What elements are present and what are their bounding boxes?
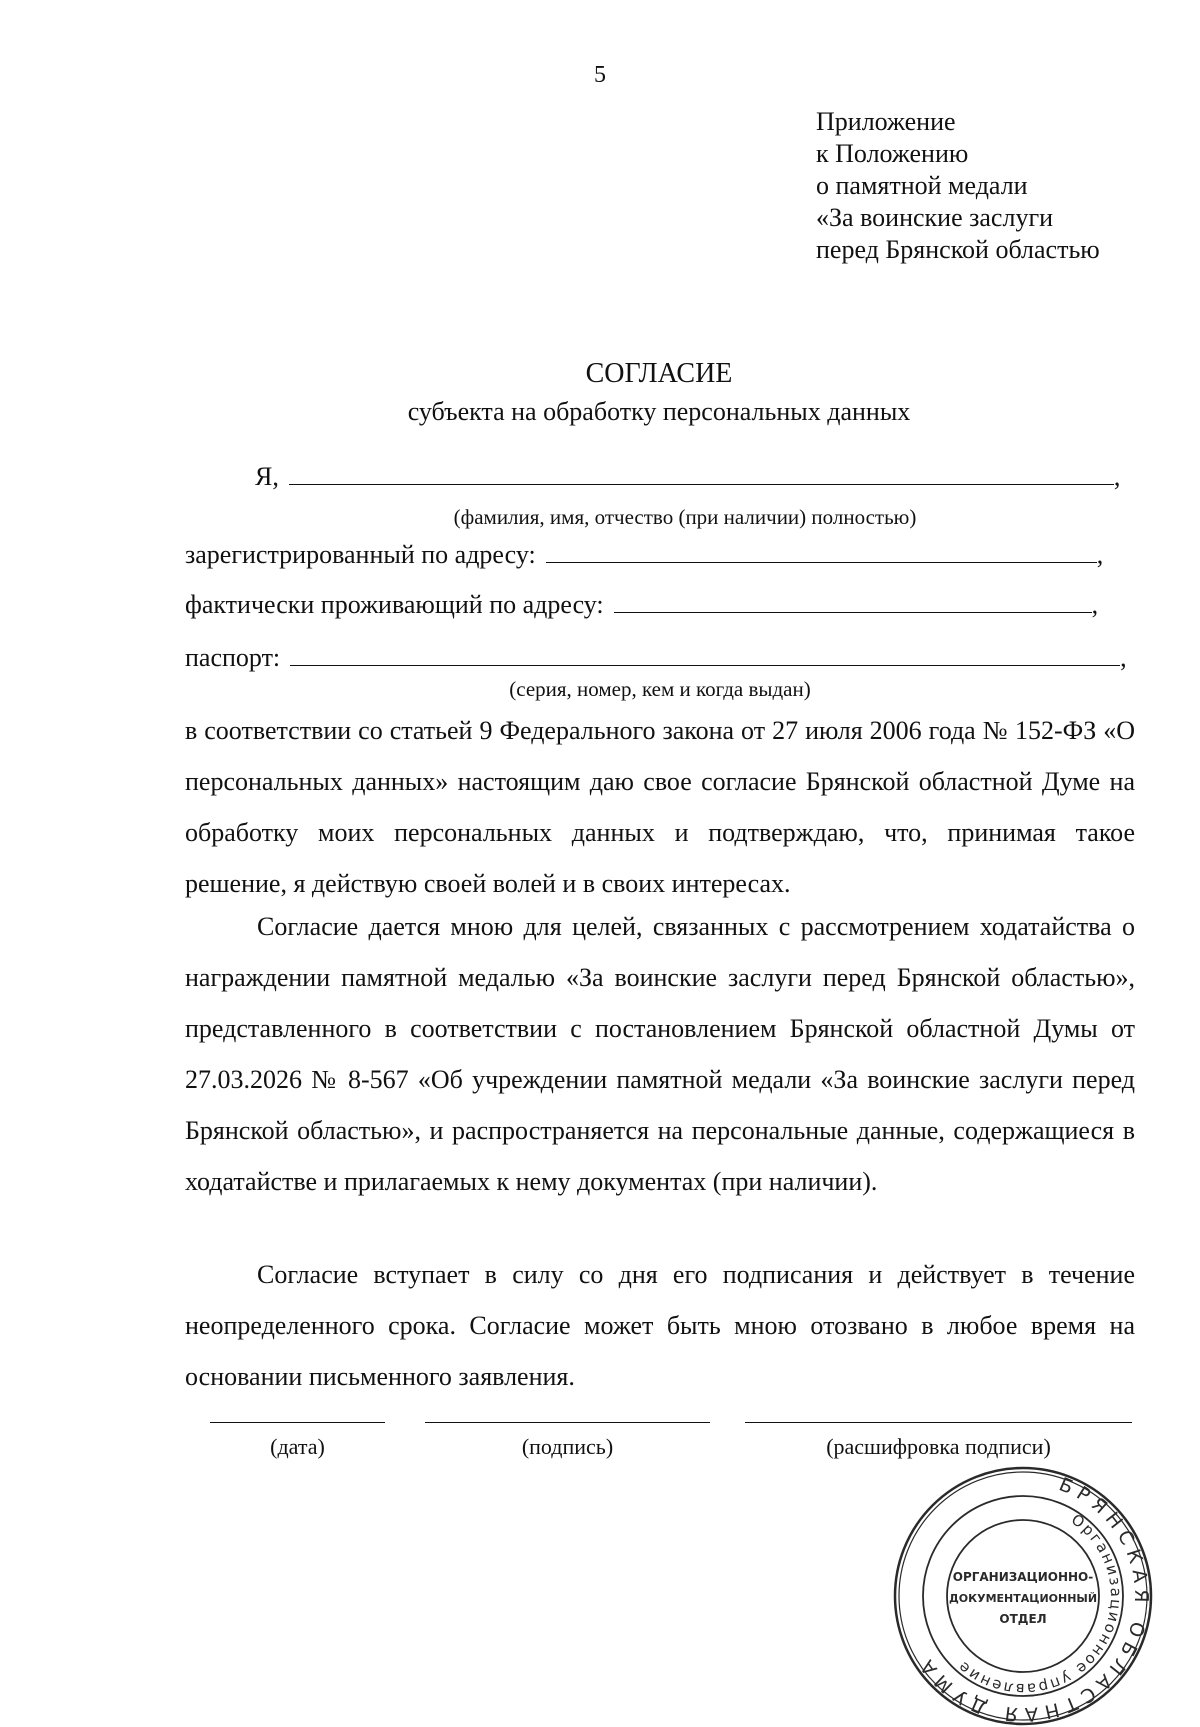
stamp-center-line: ОРГАНИЗАЦИОННО-	[952, 1570, 1094, 1584]
name-hint: (фамилия, имя, отчество (при наличии) полностью)	[453, 505, 917, 529]
appendix-line: о памятной медали	[816, 171, 1028, 200]
passport-row	[185, 643, 1127, 673]
passport-hint: (серия, номер, кем и когда выдан)	[509, 677, 811, 701]
actual-address-blank[interactable]	[614, 590, 1092, 613]
date-line[interactable]	[210, 1422, 385, 1423]
stamp-inner-text: Организационное управление	[953, 1510, 1126, 1699]
name-label: Я,	[255, 462, 279, 491]
signature-decode-line[interactable]	[745, 1422, 1132, 1423]
signature-decode-label: (расшифровка подписи)	[826, 1434, 1051, 1459]
date-label: (дата)	[270, 1434, 325, 1459]
stamp-center-line: ДОКУМЕНТАЦИОННЫЙ	[948, 1592, 1098, 1605]
appendix-line: «За воинские заслуги	[816, 203, 1054, 232]
name-field-row	[255, 462, 1120, 492]
consent-paragraph-1: в соответствии со статьей 9 Федерального закона от 27 июля 2006 года № 152-ФЗ «О персональных данных» настоящим даю свое согласие Брянской областной Думе на обработку моих персональных данных и подтверждаю, что, принимая такое решение, я действую своей волей и в своих интересах.	[185, 716, 1135, 898]
passport-label: паспорт:	[185, 643, 281, 672]
comma: ,	[1120, 643, 1127, 672]
page-number: 5	[594, 62, 606, 88]
stamp-outer-text: БРЯНСКАЯ ОБЛАСТНАЯ ДУМА	[912, 1473, 1153, 1726]
appendix-line: к Положению	[816, 139, 969, 168]
actual-address-row	[185, 590, 1098, 620]
registered-address-blank[interactable]	[546, 540, 1097, 563]
name-blank[interactable]	[289, 462, 1114, 485]
appendix-line: перед Брянской областью	[816, 235, 1100, 264]
consent-paragraph-2: Согласие дается мною для целей, связанных с рассмотрением ходатайства о награждении памятной медалью «За воинские заслуги перед Брянской областью», представленного в соответствии с постановлением Брянской областной Думы от 27.03.2026 № 8-567 «Об учреждении памятной медали «За воинские заслуги перед Брянской областью», и распространяется на персональные данные, содержащиеся в ходатайстве и прилагаемых к нему документах (при наличии).	[185, 912, 1135, 1196]
comma: ,	[1091, 590, 1099, 619]
registered-address-label: зарегистрированный по адресу:	[185, 540, 536, 569]
signature-label: (подпись)	[521, 1434, 614, 1459]
passport-blank[interactable]	[290, 643, 1120, 666]
document-title: СОГЛАСИЕ	[585, 358, 733, 389]
appendix-note	[816, 106, 1100, 266]
document-subtitle: субъекта на обработку персональных данных	[407, 397, 911, 426]
comma: ,	[1096, 540, 1104, 569]
organization-stamp	[892, 1465, 1154, 1727]
consent-paragraph-3: Согласие вступает в силу со дня его подписания и действует в течение неопределенного срока. Согласие может быть мною отозвано в любое время на основании письменного заявления.	[185, 1260, 1135, 1391]
signature-line[interactable]	[425, 1422, 710, 1423]
registered-address-row	[185, 540, 1103, 570]
comma: ,	[1113, 462, 1121, 491]
actual-address-label: фактически проживающий по адресу:	[185, 590, 604, 619]
appendix-line: Приложение	[816, 107, 956, 136]
stamp-center-line: ОТДЕЛ	[999, 1612, 1047, 1626]
